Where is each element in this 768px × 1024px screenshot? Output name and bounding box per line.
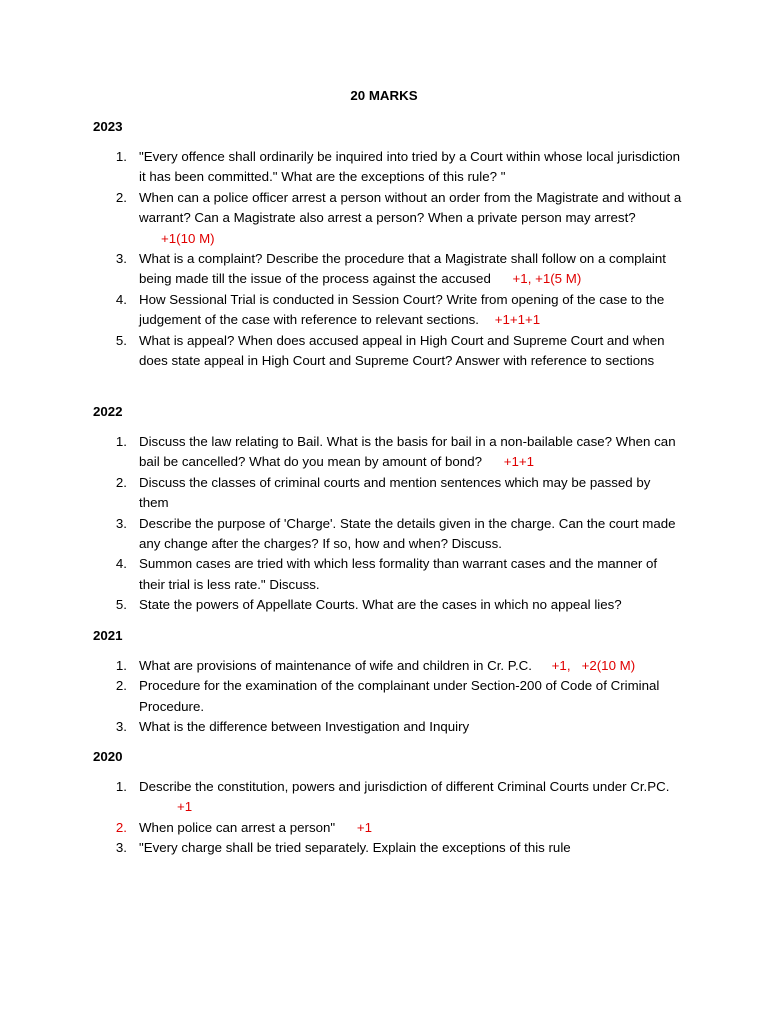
- question-text: Discuss the classes of criminal courts and mention sentences which may be passed by them: [139, 474, 651, 511]
- question-item: [93, 717, 683, 737]
- question-list: [93, 147, 683, 371]
- question-number: 4.: [115, 556, 127, 572]
- section-2021: [93, 626, 683, 738]
- section-2023: [93, 117, 683, 371]
- question-number: 3.: [115, 840, 127, 856]
- question-item: [93, 147, 683, 188]
- question-number: 3.: [115, 251, 127, 267]
- question-text: Describe the purpose of 'Charge'. State the details given in the charge. Can the court made any change after the charges? If so, how and when? Discuss.: [139, 515, 676, 552]
- question-item: [93, 838, 683, 858]
- question-item: [93, 249, 683, 290]
- question-marks: +1+1: [503, 454, 535, 470]
- question-list: [93, 432, 683, 616]
- question-number: 3.: [115, 719, 127, 735]
- question-item: [93, 514, 683, 555]
- question-marks: +1(10 M): [161, 230, 215, 246]
- question-text: "Every charge shall be tried separately. Explain the exceptions of this rule: [139, 840, 571, 856]
- question-number: 2.: [115, 474, 127, 490]
- question-number: 3.: [115, 515, 127, 531]
- question-number: 1.: [115, 434, 127, 449]
- question-text: What is a complaint? Describe the procedure that a Magistrate shall follow on a complaint being made till the issue of the process against the accused: [139, 251, 666, 287]
- page-title: 20 MARKS: [350, 88, 418, 103]
- question-marks: +1, +2(10 M): [551, 658, 636, 673]
- question-item: [93, 656, 683, 676]
- question-text: When police can arrest a person": [139, 819, 336, 835]
- question-number: 2.: [115, 189, 127, 205]
- question-item: [93, 473, 683, 514]
- question-text: Summon cases are tried with which less formality than warrant cases and the manner of their trial is less rate." Discuss.: [139, 556, 658, 592]
- question-number: 2.: [115, 678, 127, 694]
- question-item: [93, 188, 683, 249]
- question-text: What are provisions of maintenance of wife and children in Cr. P.C.: [139, 658, 532, 673]
- question-text: What is the difference between Investigation and Inquiry: [139, 719, 470, 735]
- question-number: 4.: [115, 291, 127, 307]
- question-list: [93, 656, 683, 738]
- question-text: Discuss the law relating to Bail. What is the basis for bail in a non-bailable case? When can bail be cancelled? What do you mean by amount of bond?: [139, 434, 676, 470]
- question-text: What is appeal? When does accused appeal in High Court and Supreme Court and when does state appeal in High Court and Supreme Court? Answer with reference to sections: [139, 332, 665, 369]
- section-year: 2022: [93, 404, 123, 419]
- question-number: 1.: [115, 658, 127, 673]
- question-marks: +1: [177, 799, 193, 815]
- question-number: 1.: [115, 149, 127, 164]
- question-item: [93, 676, 683, 717]
- question-text: "Every offence shall ordinarily be inquired into tried by a Court within whose local jurisdiction it has been committed." What are the exceptions of this rule? ": [139, 149, 681, 185]
- section-2022: [93, 402, 683, 616]
- question-item: [93, 331, 683, 372]
- question-text: State the powers of Appellate Courts. What are the cases in which no appeal lies?: [139, 597, 622, 613]
- question-text: How Sessional Trial is conducted in Session Court? Write from opening of the case to the judgement of the case with reference to relevant sections.: [139, 291, 665, 328]
- section-year: 2020: [93, 749, 123, 764]
- section-2020: [93, 747, 683, 859]
- question-marks: +1: [356, 819, 373, 835]
- question-text: Describe the constitution, powers and jurisdiction of different Criminal Courts under Cr.PC.: [139, 779, 670, 794]
- question-number: 5.: [115, 597, 127, 613]
- question-number: 2.: [115, 819, 127, 835]
- question-marks: +1, +1(5 M): [512, 271, 582, 287]
- question-item: [93, 290, 683, 331]
- question-item: [93, 554, 683, 595]
- question-item: [93, 818, 683, 838]
- question-item: [93, 595, 683, 615]
- section-year: 2023: [93, 119, 123, 134]
- question-number: 5.: [115, 332, 127, 348]
- question-marks: +1+1+1: [494, 312, 541, 328]
- section-year: 2021: [93, 628, 123, 643]
- question-item: [93, 432, 683, 473]
- question-list: [93, 777, 683, 859]
- question-text: When can a police officer arrest a person without an order from the Magistrate and without a warrant? Can a Magistrate also arrest a person? When a private person may arrest?: [139, 189, 682, 226]
- question-number: 1.: [115, 779, 127, 794]
- question-text: Procedure for the examination of the complainant under Section-200 of Code of Criminal Procedure.: [139, 678, 660, 714]
- question-item: [93, 777, 683, 818]
